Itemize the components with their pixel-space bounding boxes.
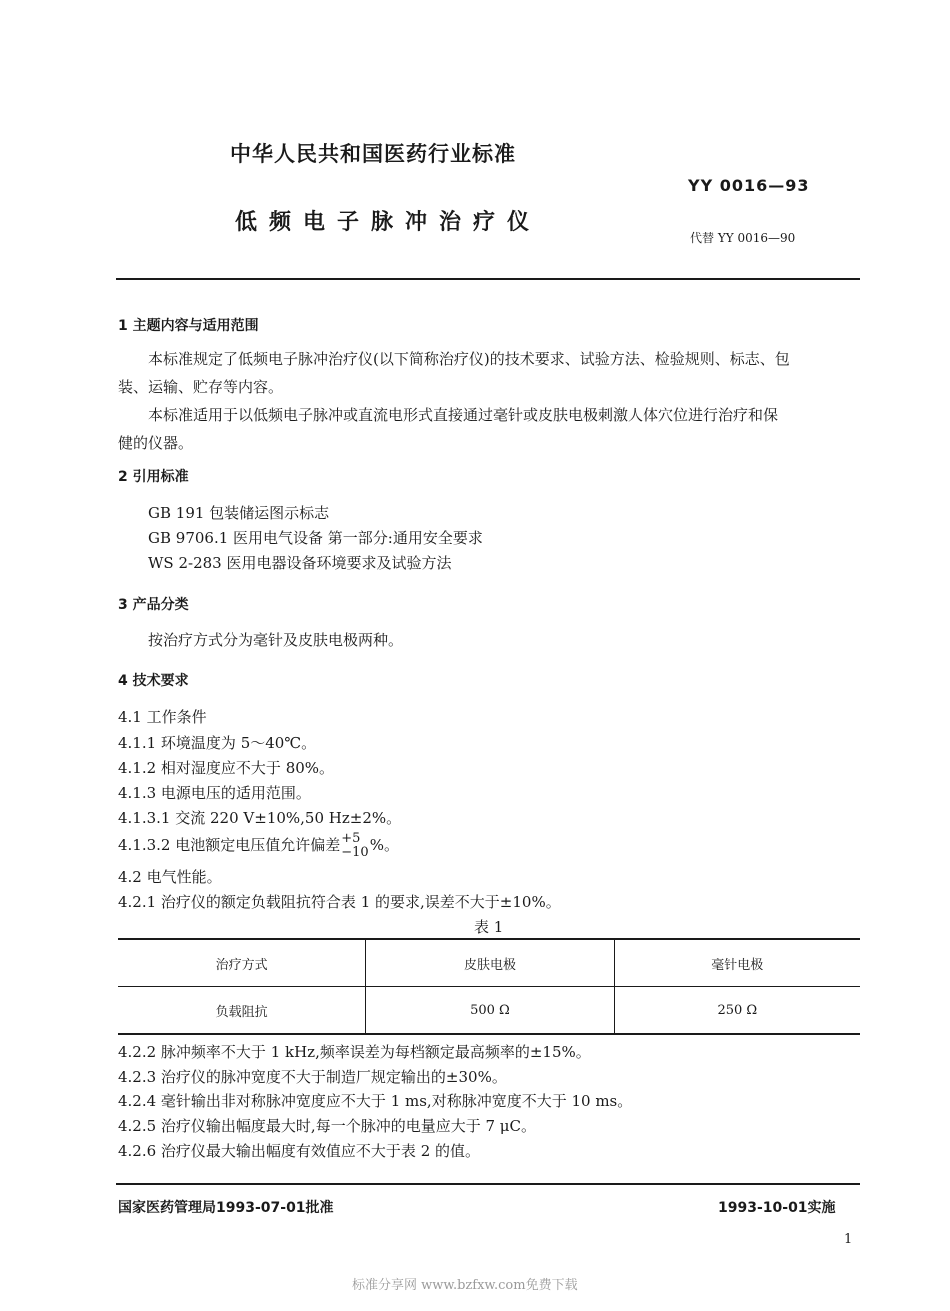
implementation-date: 1993-10-01实施	[718, 1200, 836, 1216]
clause-4-1-3: 4.1.3 电源电压的适用范围。	[118, 784, 311, 802]
clause-4-1-3-1: 4.1.3.1 交流 220 V±10%,50 Hz±2%。	[118, 809, 402, 827]
section-1-heading: 1 主题内容与适用范围	[118, 318, 259, 334]
page-number: 1	[844, 1232, 853, 1247]
clause-4-2-3: 4.2.3 治疗仪的脉冲宽度不大于制造厂规定输出的±30%。	[118, 1068, 507, 1086]
section-2-heading: 2 引用标准	[118, 469, 189, 485]
table-1	[118, 940, 860, 1033]
clause-4-2: 4.2 电气性能。	[118, 868, 222, 886]
clause-4-1-1: 4.1.1 环境温度为 5～40℃。	[118, 734, 317, 752]
clause-4-2-5: 4.2.5 治疗仪输出幅度最大时,每一个脉冲的电量应大于 7 μC。	[118, 1117, 537, 1135]
table-cell: 负载阻抗	[215, 1004, 268, 1020]
tolerance-stack	[341, 832, 368, 860]
section-1-paragraph-1-line-1: 本标准规定了低频电子脉冲治疗仪(以下简称治疗仪)的技术要求、试验方法、检验规则、标志、包	[148, 350, 790, 368]
section-1-paragraph-2-line-2: 健的仪器。	[118, 434, 194, 452]
table-cell: 250 Ω	[614, 987, 860, 1034]
section-3-text: 按治疗方式分为毫针及皮肤电极两种。	[148, 631, 404, 649]
approval-line: 国家医药管理局1993-07-01批准	[118, 1200, 334, 1216]
table-header-row	[118, 940, 860, 987]
table-header-cell: 毫针电极	[614, 940, 860, 987]
table-bottom-rule	[118, 1033, 860, 1035]
clause-4-1: 4.1 工作条件	[118, 708, 207, 726]
clause-4-2-1: 4.2.1 治疗仪的额定负载阻抗符合表 1 的要求,误差不大于±10%。	[118, 893, 561, 911]
document-title: 低频电子脉冲治疗仪	[235, 210, 542, 235]
table-cell: 500 Ω	[366, 987, 614, 1034]
clause-4-1-3-2	[118, 830, 399, 860]
clause-4-1-3-2-suffix: %。	[369, 836, 399, 854]
watermark-text: 标准分享网 www.bzfxw.com免费下载	[352, 1278, 578, 1293]
footer-rule	[116, 1183, 860, 1185]
replaces-standard: 代替 YY 0016—90	[690, 231, 796, 245]
standard-number: YY 0016—93	[688, 176, 810, 195]
section-1-paragraph-1-line-2: 装、运输、贮存等内容。	[118, 378, 284, 396]
table-row	[118, 987, 860, 1034]
clause-4-2-2: 4.2.2 脉冲频率不大于 1 kHz,频率误差为每档额定最高频率的±15%。	[118, 1043, 591, 1061]
section-3-heading: 3 产品分类	[118, 597, 189, 613]
section-4-heading: 4 技术要求	[118, 673, 189, 689]
table-1-caption: 表 1	[474, 918, 504, 936]
table-header-cell: 治疗方式	[118, 940, 366, 987]
org-title: 中华人民共和国医药行业标准	[230, 142, 516, 166]
tolerance-lower: −10	[341, 845, 369, 860]
tolerance-upper: +5	[341, 831, 361, 846]
clause-4-1-2: 4.1.2 相对湿度应不大于 80%。	[118, 759, 335, 777]
clause-4-2-4: 4.2.4 毫针输出非对称脉冲宽度应不大于 1 ms,对称脉冲宽度不大于 10 ms。	[118, 1092, 633, 1110]
section-1-paragraph-2-line-1: 本标准适用于以低频电子脉冲或直流电形式直接通过毫针或皮肤电极刺激人体穴位进行治疗和保	[148, 406, 779, 424]
reference-standard: GB 191 包装储运图示标志	[148, 504, 330, 522]
reference-standard: WS 2-283 医用电器设备环境要求及试验方法	[148, 554, 452, 572]
reference-standard: GB 9706.1 医用电气设备 第一部分:通用安全要求	[148, 529, 483, 547]
table-header-cell: 皮肤电极	[366, 940, 614, 987]
clause-4-1-3-2-text: 4.1.3.2 电池额定电压值允许偏差	[118, 836, 341, 854]
header-rule	[116, 278, 860, 280]
clause-4-2-6: 4.2.6 治疗仪最大输出幅度有效值应不大于表 2 的值。	[118, 1142, 481, 1160]
